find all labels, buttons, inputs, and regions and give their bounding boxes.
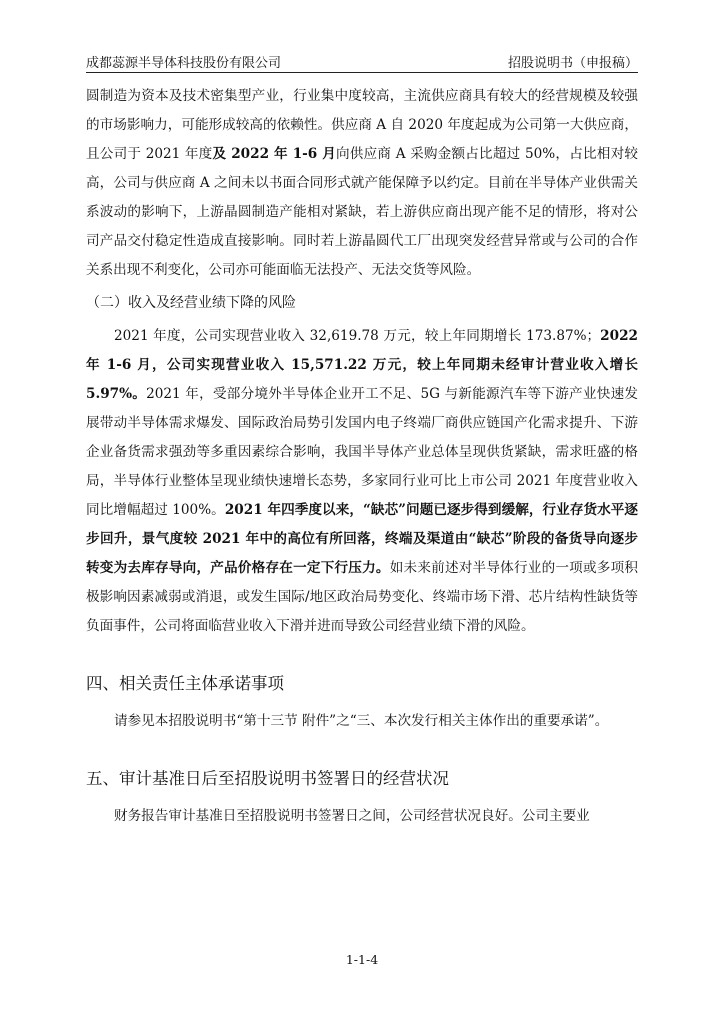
paragraph-revenue-risk [86, 322, 638, 641]
revenue-risk-bold-2: 2021 年四季度以来，“缺芯”问题已逐步得到缓解，行业存货水平逐步回升，景气度较 2021 年中的高位有所回落，终端及渠道由“缺芯”阶段的备货导向逐步转变为去库存导向，产品价格存在一定下行压力。 [86, 502, 639, 576]
paragraph-supplier-risk [86, 82, 638, 285]
page-number: 1-1-4 [345, 952, 379, 967]
header-document-title: 招股说明书（申报稿） [507, 56, 638, 71]
page-body [86, 82, 638, 831]
section-heading-commitments: 四、相关责任主体承诺事项 [86, 674, 284, 693]
page-header [86, 50, 638, 73]
section-heading-operating-status: 五、审计基准日后至招股说明书签署日的经营状况 [86, 769, 449, 788]
paragraph-operating-status: 财务报告审计基准日至招股说明书签署日之间，公司经营状况良好。公司主要业 [114, 808, 590, 824]
revenue-risk-bold-1: 2022 年 1-6 月，公司实现营业收入 15,571.22 万元，较上年同期未经审计营业收入增长 5.97%。 [86, 328, 638, 402]
revenue-risk-text-2: 2021 年，受部分境外半导体企业开工不足、5G 与新能源汽车等下游产业快速发展带动半导体需求爆发、国际政治局势引发国内电子终端厂商供应链国产化需求提升、下游企业备货需求强劲等多重因素综合影响，我国半导体产业总体呈现供货紧缺，需求旺盛的格局，半导体行业整体呈现业绩快速增长态势，多家同行业可比上市公司 2021 年度营业收入同比增幅超过 100%。 [86, 386, 638, 518]
supplier-risk-text-1: 圆制造为资本及技术密集型产业，行业集中度较高，主流供应商具有较大的经营规模及较强的市场影响力，可能形成较高的依赖性。供应商 A 自 2020 年度起成为公司第一大供应商，且公司于 2021 年度 [86, 88, 638, 162]
supplier-risk-bold: 及 2022 年 1-6 月 [212, 146, 336, 162]
revenue-risk-text-1: 2021 年度，公司实现营业收入 32,619.78 万元，较上年同期增长 173.87%； [114, 328, 601, 344]
subheading-revenue-risk: （二）收入及经营业绩下降的风险 [86, 295, 296, 311]
supplier-risk-text-2: 向供应商 A 采购金额占比超过 50%，占比相对较高，公司与供应商 A 之间未以书面合同形式就产能保障予以约定。目前在半导体产业供需关系波动的影响下，上游晶圆制造产能相对紧缺，若上游供应商出现产能不足的情形，将对公司产品交付稳定性造成直接影响。同时若上游晶圆代工厂出现突发经营异常或与公司的合作关系出现不利变化，公司亦可能面临无法投产、无法交货等风险。 [86, 146, 638, 278]
header-company: 成都蕊源半导体科技股份有限公司 [86, 56, 282, 71]
paragraph-commitments: 请参见本招股说明书“第十三节 附件”之“三、本次发行相关主体作出的重要承诺”。 [114, 713, 609, 729]
revenue-risk-text-3: 如未来前述对半导体行业的一项或多项积极影响因素减弱或消退，或发生国际/地区政治局势变化、终端市场下滑、芯片结构性缺货等负面事件，公司将面临营业收入下滑并进而导致公司经营业绩下滑的风险。 [86, 560, 639, 634]
